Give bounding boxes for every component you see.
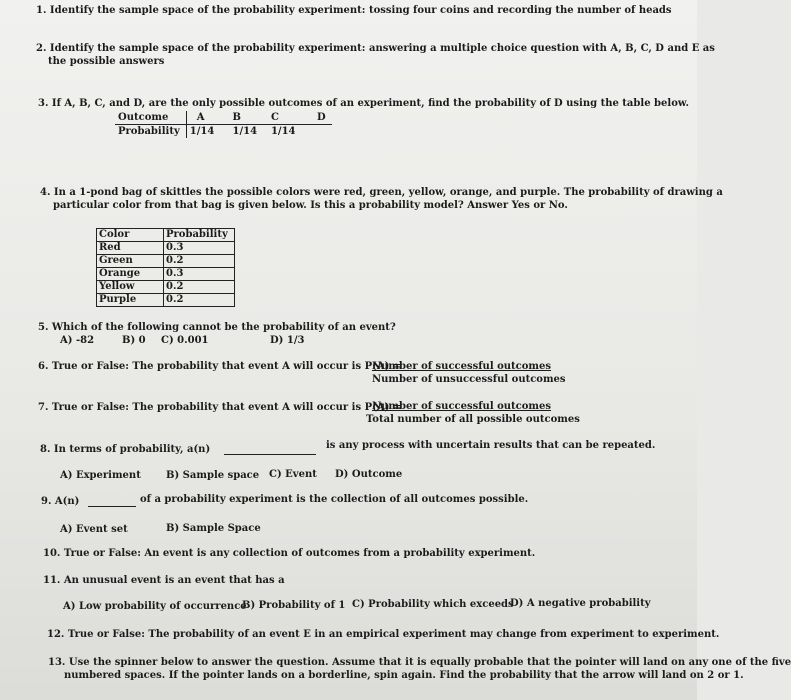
probability-cell: 0.2: [164, 281, 235, 294]
answer-blank[interactable]: [224, 444, 316, 459]
question-3: 3. If A, B, C, and D, are the only possible outcomes of an experiment, find the probability of D using the table below.: [38, 98, 689, 109]
question-4-line2: particular color from that bag is given below. Is this a probability model? Answer Yes or No.: [53, 200, 568, 211]
outcome-d: D: [311, 111, 332, 125]
outcome-row: [115, 111, 332, 125]
option-c: C) Event: [269, 469, 317, 480]
probability-a: 1/14: [189, 125, 215, 137]
table-header-row: [97, 229, 235, 242]
color-cell: Yellow: [97, 281, 164, 294]
probability-cell: 0.2: [164, 255, 235, 268]
option-c: C) Probability which exceeds: [352, 599, 514, 610]
probability-row: [115, 125, 332, 139]
option-a: A) -82: [60, 335, 95, 346]
outcome-c: C: [265, 111, 311, 125]
fraction-denominator: Total number of all possible outcomes: [366, 414, 580, 425]
question-6: 6. True or False: The probability that event A will occur is P(A) =: [38, 361, 402, 372]
question-5: 5. Which of the following cannot be the probability of an event?: [38, 322, 396, 333]
option-b: B) 0: [122, 335, 146, 346]
probability-label: Probability: [115, 125, 186, 139]
table-row: [97, 294, 235, 307]
answer-blank[interactable]: [88, 496, 136, 511]
outcome-label: Outcome: [115, 111, 186, 125]
question-13-line2: numbered spaces. If the pointer lands on a borderline, spin again. Find the probability that the arrow will land on 2 or 1.: [64, 670, 744, 681]
probability-cell: 0.3: [164, 268, 235, 281]
fraction-numerator: Number of successful outcomes: [372, 401, 551, 412]
probability-cell: 0.3: [164, 242, 235, 255]
question-2-line2: the possible answers: [48, 56, 165, 67]
table-row: [97, 242, 235, 255]
question-9-rest: of a probability experiment is the collection of all outcomes possible.: [140, 494, 529, 505]
option-d: D) Outcome: [335, 469, 403, 480]
option-b: B) Sample space: [166, 470, 260, 481]
question-11: 11. An unusual event is an event that has a: [43, 575, 285, 586]
outcome-b: B: [227, 111, 265, 125]
question-9: 9. A(n): [41, 496, 80, 507]
question-4-line1: 4. In a 1-pond bag of skittles the possible colors were red, green, yellow, orange, and purple. The probability of drawing a: [40, 187, 723, 198]
option-b: B) Probability of 1: [242, 600, 346, 611]
skittles-table: [96, 228, 235, 307]
option-a: A) Experiment: [60, 470, 141, 481]
color-header: Color: [97, 229, 164, 242]
question-1: 1. Identify the sample space of the probability experiment: tossing four coins and recording the number of heads: [36, 5, 672, 16]
probability-cell: 0.2: [164, 294, 235, 307]
color-cell: Red: [97, 242, 164, 255]
option-a: A) Low probability of occurrence: [63, 601, 247, 612]
question-7: 7. True or False: The probability that event A will occur is P(A) =: [38, 402, 402, 413]
question-12: 12. True or False: The probability of an event E in an empirical experiment may change from experiment to experiment.: [47, 629, 720, 640]
probability-c: 1/14: [270, 125, 296, 137]
question-10: 10. True or False: An event is any collection of outcomes from a probability experiment.: [43, 548, 536, 559]
option-a: A) Event set: [60, 524, 128, 535]
option-d: D) A negative probability: [510, 598, 651, 609]
color-cell: Purple: [97, 294, 164, 307]
question-8: 8. In terms of probability, a(n): [40, 444, 211, 455]
question-2-line1: 2. Identify the sample space of the probability experiment: answering a multiple choice question with A, B, C, D and E as: [36, 43, 715, 54]
outcome-table: [115, 111, 332, 138]
color-cell: Orange: [97, 268, 164, 281]
table-row: [97, 281, 235, 294]
table-row: [97, 268, 235, 281]
fraction-numerator: Number of successful outcomes: [372, 361, 551, 372]
probability-b: 1/14: [232, 125, 258, 137]
outcome-a: A: [186, 111, 226, 125]
question-8-rest: is any process with uncertain results that can be repeated.: [326, 440, 656, 451]
probability-header: Probability: [164, 229, 235, 242]
option-d: D) 1/3: [270, 335, 305, 346]
fraction-denominator: Number of unsuccessful outcomes: [372, 374, 566, 385]
option-c: C) 0.001: [161, 335, 209, 346]
option-b: B) Sample Space: [166, 523, 261, 534]
color-cell: Green: [97, 255, 164, 268]
probability-d: [311, 125, 332, 139]
question-13-line1: 13. Use the spinner below to answer the question. Assume that it is equally probable that the pointer will land on any one of the five: [48, 657, 791, 668]
table-row: [97, 255, 235, 268]
